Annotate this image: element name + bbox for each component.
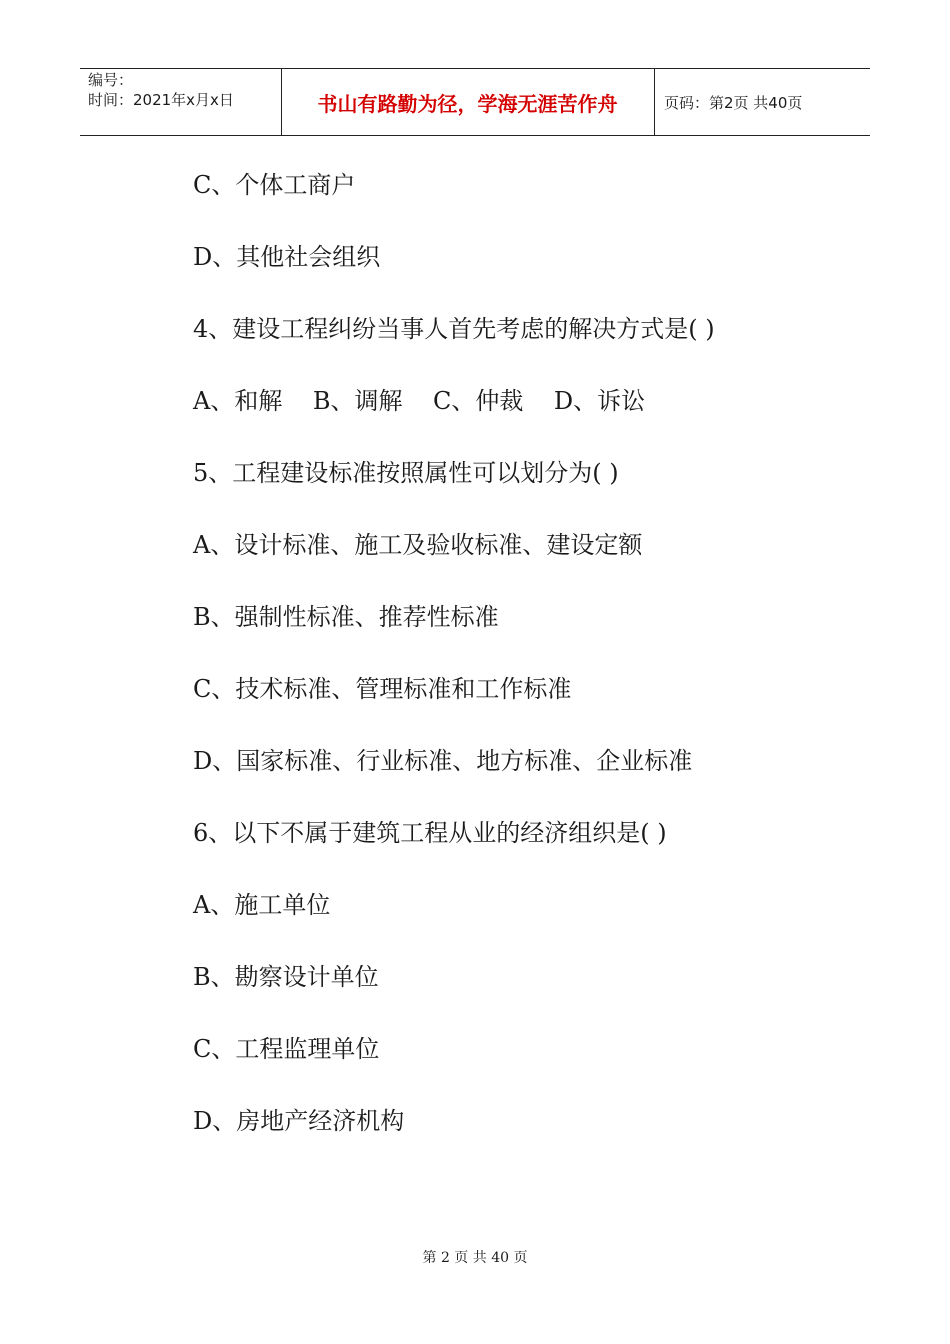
option-line: A、设计标准、施工及验收标准、建设定额: [193, 531, 643, 559]
question-line: 4、建设工程纠纷当事人首先考虑的解决方式是( ): [193, 315, 715, 343]
option-line: D、房地产经济机构: [193, 1107, 405, 1135]
option-line: C、工程监理单位: [193, 1035, 380, 1063]
header-time-label: 时间：2021年x月x日: [88, 91, 234, 109]
header-number-label: 编号：: [88, 71, 134, 89]
option-line: A、和解 B、调解 C、仲裁 D、诉讼: [193, 387, 646, 415]
header-motto: 书山有路勤为径，学海无涯苦作舟: [317, 92, 618, 116]
option-line: B、强制性标准、推荐性标准: [193, 603, 499, 631]
option-line: C、个体工商户: [193, 171, 356, 199]
page-footer: 第 2 页 共 40 页: [422, 1250, 528, 1266]
option-line: D、其他社会组织: [193, 243, 381, 271]
option-line: B、勘察设计单位: [193, 963, 379, 991]
option-line: A、施工单位: [193, 891, 331, 919]
header-bottom-rule: [80, 135, 870, 136]
header-top-rule: [80, 68, 870, 69]
header-page-label: 页码：第2页 共40页: [664, 94, 803, 112]
question-line: 5、工程建设标准按照属性可以划分为( ): [193, 459, 619, 487]
option-line: C、技术标准、管理标准和工作标准: [193, 675, 572, 703]
option-line: D、国家标准、行业标准、地方标准、企业标准: [193, 747, 693, 775]
question-line: 6、以下不属于建筑工程从业的经济组织是( ): [193, 819, 667, 847]
header-divider-right: [654, 68, 655, 135]
